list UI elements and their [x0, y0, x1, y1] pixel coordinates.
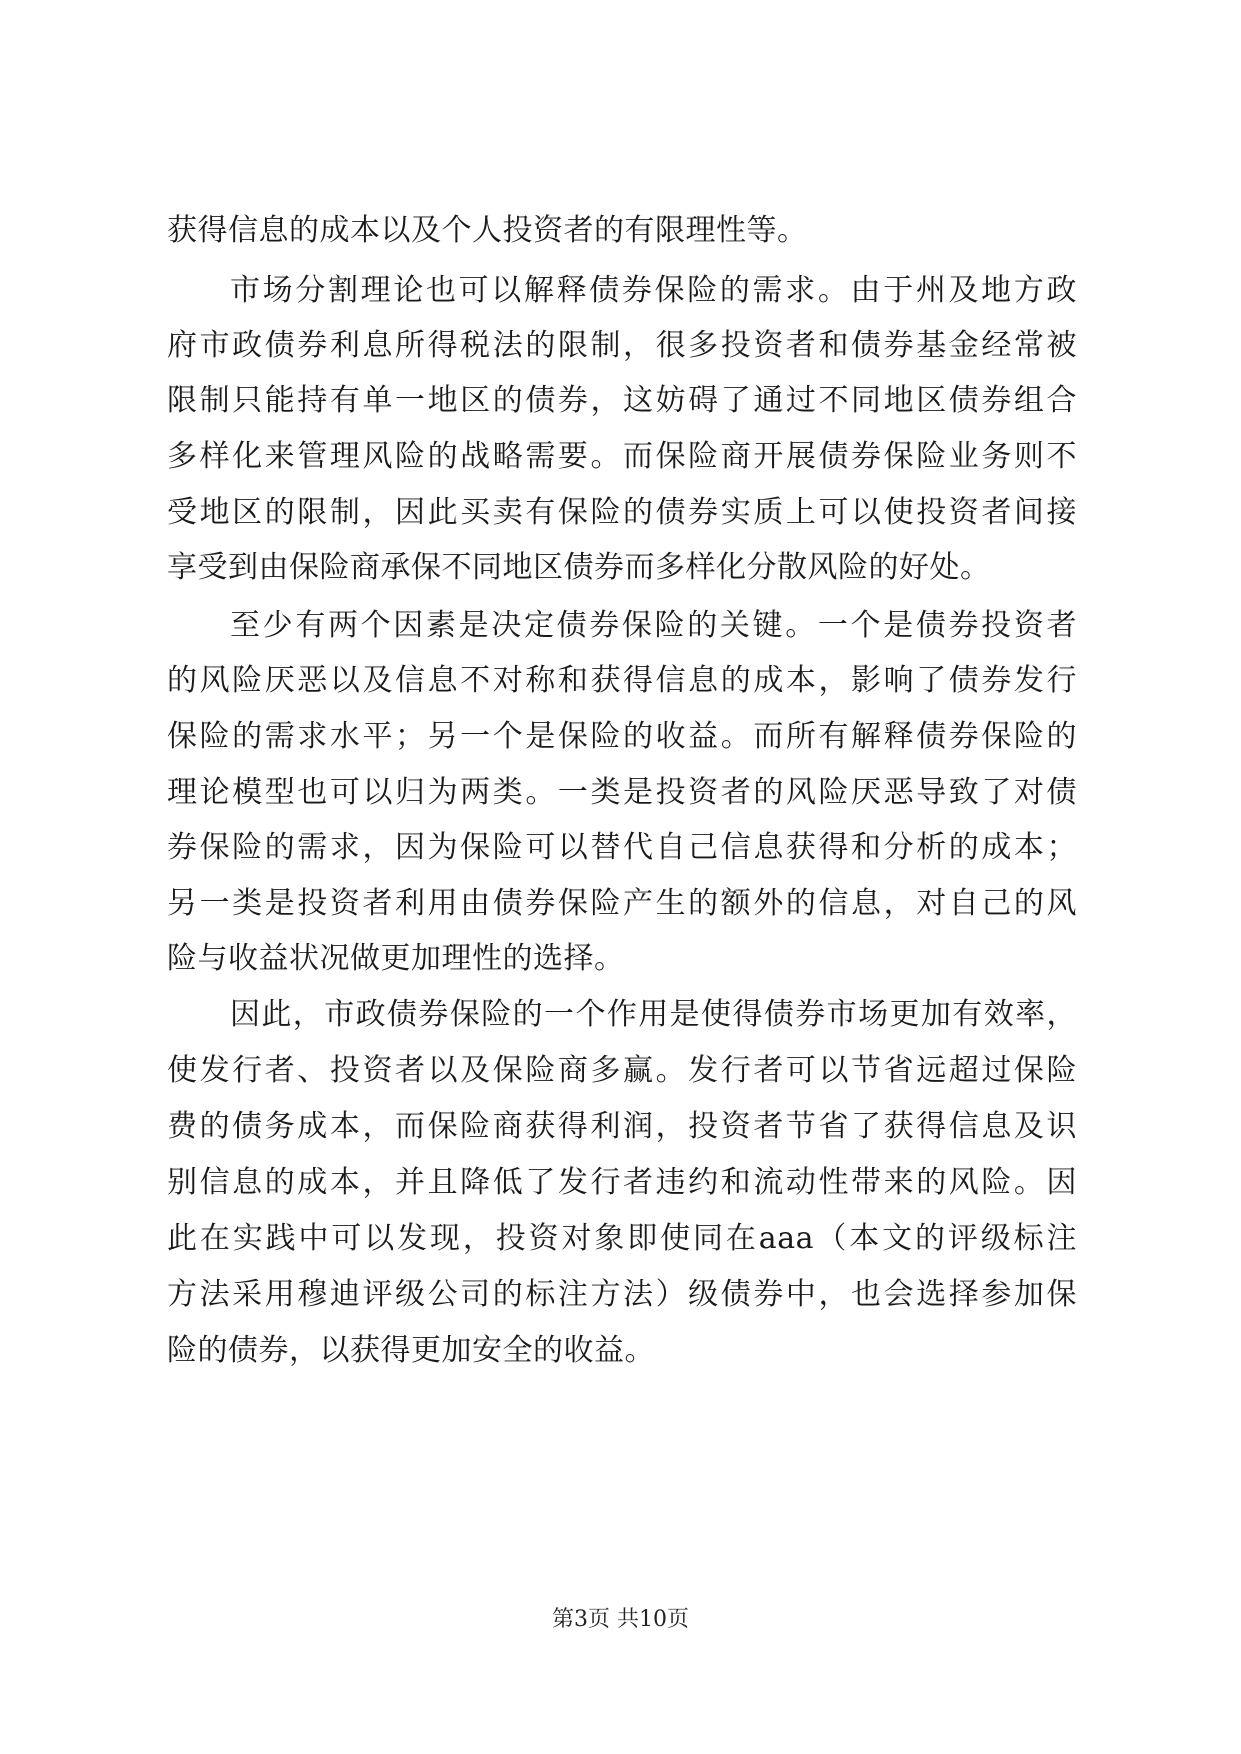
text-line: 受地区的限制，因此买卖有保险的债券实质上可以使投资者间接 — [167, 495, 1077, 530]
text-line: 限制只能持有单一地区的债券，这妨碍了通过不同地区债券组合 — [167, 383, 1077, 418]
text-line: 方法采用穆迪评级公司的标注方法）级债券中，也会选择参加保 — [167, 1277, 1077, 1312]
text-line: 市场分割理论也可以解释债券保险的需求。由于州及地方政 — [230, 273, 1077, 308]
text-line: 别信息的成本，并且降低了发行者违约和流动性带来的风险。因 — [167, 1165, 1077, 1200]
text-line: 至少有两个因素是决定债券保险的关键。一个是债券投资者 — [230, 608, 1077, 643]
text-line: 的风险厌恶以及信息不对称和获得信息的成本，影响了债券发行 — [167, 663, 1077, 698]
page-number-footer: 第3页 共10页 — [552, 1607, 689, 1632]
text-line: 享受到由保险商承保不同地区债券而多样化分散风险的好处。 — [167, 550, 991, 585]
text-line: 险与收益状况做更加理性的选择。 — [167, 941, 625, 976]
text-line: 府市政债券利息所得税法的限制，很多投资者和债券基金经常被 — [167, 328, 1077, 363]
text-line: 另一类是投资者利用由债券保险产生的额外的信息，对自己的风 — [167, 886, 1077, 921]
text-line: 券保险的需求，因为保险可以替代自己信息获得和分析的成本； — [167, 830, 1077, 865]
text-line: 保险的需求水平；另一个是保险的收益。而所有解释债券保险的 — [167, 719, 1077, 754]
text-line: 费的债务成本，而保险商获得利润，投资者节省了获得信息及识 — [167, 1109, 1077, 1144]
text-line: 获得信息的成本以及个人投资者的有限理性等。 — [167, 213, 808, 248]
text-line: 使发行者、投资者以及保险商多赢。发行者可以节省远超过保险 — [167, 1053, 1077, 1088]
text-line: 理论模型也可以归为两类。一类是投资者的风险厌恶导致了对债 — [167, 775, 1077, 810]
text-line: 此在实践中可以发现，投资对象即使同在aaa（本文的评级标注 — [167, 1221, 1077, 1256]
text-line: 多样化来管理风险的战略需要。而保险商开展债券保险业务则不 — [167, 439, 1077, 474]
text-line: 险的债券，以获得更加安全的收益。 — [167, 1333, 655, 1368]
text-line: 因此，市政债券保险的一个作用是使得债券市场更加有效率， — [230, 997, 1077, 1032]
